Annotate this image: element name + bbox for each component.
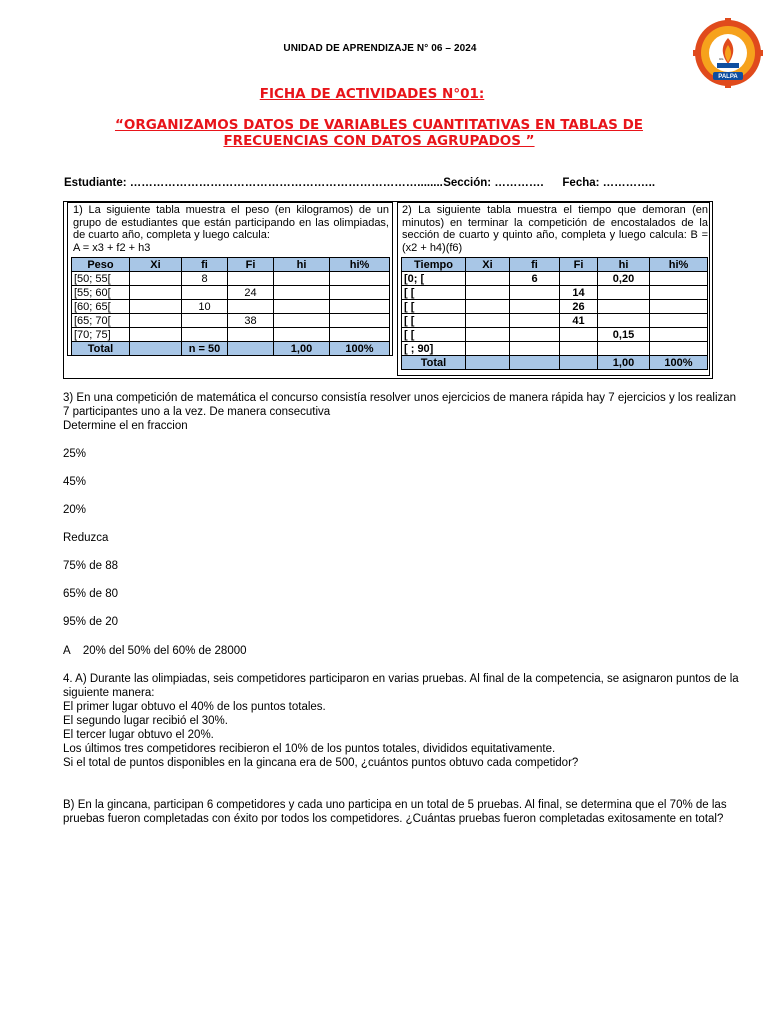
table-cell: 26 [560,300,598,314]
problem4a-line: El tercer lugar obtuvo el 20%. [63,729,214,741]
table-cell [274,272,330,286]
table-row [402,342,708,356]
table-cell [330,300,390,314]
total-cell [560,356,598,370]
ficha-title: FICHA DE ACTIVIDADES N°01: [259,86,485,102]
problem1-box [67,202,393,356]
table-cell [466,342,510,356]
class-interval-cell: [60; 65[ [72,300,130,314]
table-header-cell: hi [598,258,650,272]
svg-text:UG: UG [719,57,724,61]
fraction-item: 25% [63,448,87,460]
problem4a-line: Si el total de puntos disponibles en la gincana era de 500, ¿cuántos puntos obtuvo cada competidor? [63,757,579,769]
problem1-statement: 1) La siguiente tabla muestra el peso (en kilogramos) de un grupo de estudiantes que están participando en las olimpiadas, de cuarto año, completa y luego calcula: [73,204,389,241]
table-cell: 38 [228,314,274,328]
table-row [402,272,708,286]
class-interval-cell: [0; [ [402,272,466,286]
problem4a-line: El primer lugar obtuvo el 40% de los puntos totales. [63,701,326,713]
table-cell [130,328,182,342]
table-cell [330,328,390,342]
table-cell [330,272,390,286]
student-info-line [64,177,655,189]
table-cell [650,342,708,356]
table-header-cell: hi% [650,258,708,272]
problem4b-line: B) En la gincana, participan 6 competidores y cada uno participa en un total de 5 pruebas. Al final, se determina que el 70% de las [63,799,727,811]
student-field: Estudiante: …………………………………………………………………........ [64,177,443,189]
table-header-cell: hi% [330,258,390,272]
reduce-item: 75% de 88 [63,560,118,572]
reduce-item: 95% de 20 [63,616,118,628]
exercises-frame [63,201,713,379]
table-cell [466,272,510,286]
total-cell: Total [402,356,466,370]
fraction-item: 45% [63,476,87,488]
table-cell [466,300,510,314]
problem3-line: 7 participantes uno a la vez. De manera consecutiva [63,406,331,418]
table-cell [466,286,510,300]
school-logo-icon [693,18,763,88]
problem4b-line: pruebas fueron completadas con éxito por todos los competidores. ¿Cuántas pruebas fueron completadas exitosamente en total? [63,813,724,825]
problem2-statement: 2) La siguiente tabla muestra el tiempo que demoran (en minutos) en terminar la competición de encostalados de la sección de cuarto y quinto año, completa y luego calcula: B = (x2 + h4)(f6) [402,204,708,254]
table-header-cell: Fi [228,258,274,272]
extra-item: A 20% del 50% del 60% de 28000 [63,645,247,657]
date-field: Fecha: ………….. [562,177,656,189]
total-cell: Total [72,342,130,356]
class-interval-cell: [ [ [402,300,466,314]
table-header-cell: Peso [72,258,130,272]
table-total-row [72,342,390,356]
class-interval-cell: [ [ [402,328,466,342]
table-cell [330,314,390,328]
table-cell [274,314,330,328]
table-row [402,300,708,314]
table-cell [598,286,650,300]
problem4a-line: siguiente manera: [63,687,155,699]
class-interval-cell: [ [ [402,314,466,328]
table-row [72,272,390,286]
svg-text:PALPA: PALPA [718,74,738,80]
table-cell [228,300,274,314]
class-interval-cell: [50; 55[ [72,272,130,286]
table-cell: 0,20 [598,272,650,286]
table-cell: 24 [228,286,274,300]
total-cell: n = 50 [182,342,228,356]
table-cell [274,328,330,342]
table-row [72,286,390,300]
table-cell [598,314,650,328]
problem4a-line: Los últimos tres competidores recibieron el 10% de los puntos totales, divididos equitativamente. [63,743,556,755]
reduce-item: 65% de 80 [63,588,118,600]
table-header-cell: Tiempo [402,258,466,272]
table-header-cell: Xi [130,258,182,272]
problem3-line: 3) En una competición de matemática el concurso consistía resolver unos ejercicios de manera rápida hay 7 ejercicios y los realizan [63,392,737,404]
problem2-table [401,257,708,370]
table-row [72,314,390,328]
table-row [402,314,708,328]
class-interval-cell: [65; 70[ [72,314,130,328]
table-cell [130,314,182,328]
table-cell [130,300,182,314]
table-cell [598,342,650,356]
table-row [72,300,390,314]
table-cell [510,286,560,300]
table-cell [510,300,560,314]
total-cell: 1,00 [598,356,650,370]
table-cell [182,328,228,342]
table-cell [466,328,510,342]
class-interval-cell: [55; 60[ [72,286,130,300]
table-cell [330,286,390,300]
problem1-formula: A = x3 + f2 + h3 [73,242,151,254]
table-cell: 6 [510,272,560,286]
table-row [72,328,390,342]
table-row [402,328,708,342]
fraction-item: 20% [63,504,87,516]
total-cell [130,342,182,356]
class-interval-cell: [ [ [402,286,466,300]
table-header-cell: hi [274,258,330,272]
table-cell [274,286,330,300]
table-cell [560,342,598,356]
class-interval-cell: [70; 75] [72,328,130,342]
table-cell [510,314,560,328]
table-cell [510,328,560,342]
table-header-cell: Xi [466,258,510,272]
problem4a-line: El segundo lugar recibió el 30%. [63,715,228,727]
table-header-row [72,258,390,272]
total-cell [228,342,274,356]
table-cell [130,272,182,286]
main-title: “ORGANIZAMOS DATOS DE VARIABLES CUANTITATIVAS EN TABLAS DE FRECUENCIAS CON DATOS AGRUPADOS ” [114,117,644,149]
total-cell [466,356,510,370]
table-cell [650,286,708,300]
section-field: Sección: …………. [443,177,544,189]
total-cell: 1,00 [274,342,330,356]
problem1-table [71,257,390,356]
table-cell: 14 [560,286,598,300]
problem2-box [397,202,710,376]
table-header-row [402,258,708,272]
reduce-label: Reduzca [63,532,109,544]
table-cell [130,286,182,300]
table-cell [598,300,650,314]
total-cell [510,356,560,370]
class-interval-cell: [ ; 90] [402,342,466,356]
total-cell: 100% [650,356,708,370]
table-cell [228,272,274,286]
table-cell: 8 [182,272,228,286]
table-cell [228,328,274,342]
table-cell [182,314,228,328]
table-cell [650,300,708,314]
table-cell [466,314,510,328]
table-cell [650,272,708,286]
table-cell [510,342,560,356]
table-cell: 10 [182,300,228,314]
table-cell [274,300,330,314]
table-cell: 41 [560,314,598,328]
table-cell [650,314,708,328]
table-cell [560,272,598,286]
table-cell [650,328,708,342]
table-header-cell: fi [182,258,228,272]
table-total-row [402,356,708,370]
table-cell [560,328,598,342]
table-header-cell: fi [510,258,560,272]
table-row [402,286,708,300]
total-cell: 100% [330,342,390,356]
unit-title: UNIDAD DE APRENDIZAJE N° 06 – 2024 [283,43,477,54]
problem4a-line: 4. A) Durante las olimpiadas, seis competidores participaron en varias pruebas. Al final de la competencia, se asignaron puntos de la [63,673,739,685]
table-cell: 0,15 [598,328,650,342]
table-cell [182,286,228,300]
table-header-cell: Fi [560,258,598,272]
problem3-line: Determine el en fraccion [63,420,188,432]
